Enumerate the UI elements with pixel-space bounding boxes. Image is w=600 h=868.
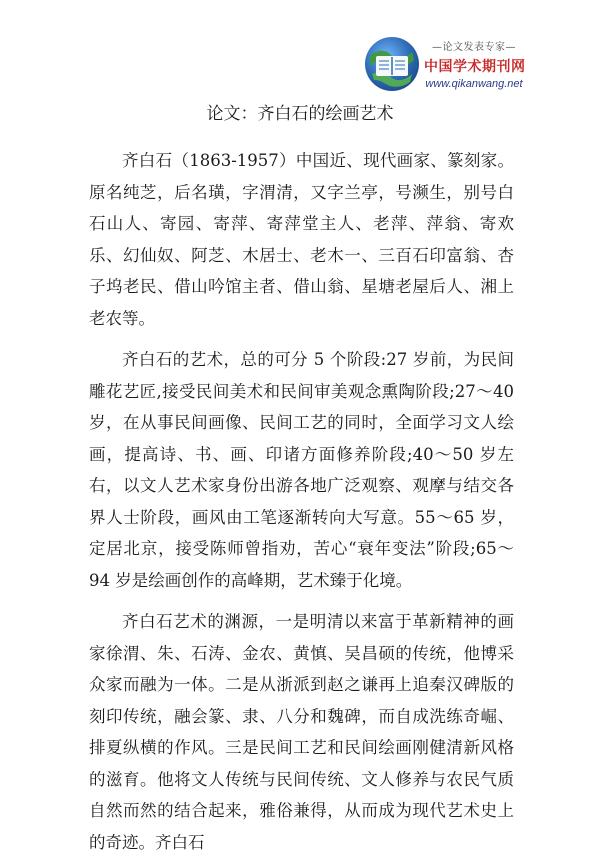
paragraph: 齐白石艺术的渊源，一是明清以来富于革新精神的画家徐渭、朱、石涛、金农、黄慎、吴昌硕的传统，他博采众家而融为一体。二是从浙派到赵之谦再上追秦汉碑版的刻印传统，融会篆、隶、八分和魏碑，而自成洗练奇崛、排夏纵横的作风。三是民间工艺和民间绘画刚健清新风格的滋育。他将文人传统与民间传统、文人修养与农民气质自然而然的结合起来，雅俗兼得，从而成为现代艺术史上的奇迹。齐白石: [89, 612, 514, 852]
logo-text: [424, 38, 524, 90]
site-logo[interactable]: [362, 30, 526, 102]
paragraph: 齐白石（1863-1957）中国近、现代画家、篆刻家。原名纯芝，后名璜，字渭清，又字兰亭，号濒生，别号白石山人、寄园、寄萍、寄萍堂主人、老萍、萍翁、寄欢乐、幻仙奴、阿芝、木居士、老木一、三百石印富翁、杏子坞老民、借山吟馆主者、借山翁、星塘老屋后人、湘上老农等。: [89, 151, 514, 328]
article-body: [89, 145, 514, 868]
paragraph: 齐白石的艺术，总的可分 5 个阶段:27 岁前，为民间雕花艺匠,接受民间美术和民间审美观念熏陶阶段;27～40 岁，在从事民间画像、民间工艺的同时，全面学习文人绘画，提高诗、书、画、印诸方面修养阶段;40～50 岁左右，以文人艺术家身份出游各地广泛观察、观摩与结交各界人士阶段，画风由工笔逐渐转向大写意。55～65 岁，定居北京，接受陈师曾指劝，苦心“衰年变法”阶段;65～94 岁是绘画创作的高峰期，艺术臻于化境。: [89, 350, 514, 590]
logo-brand: 中国学术期刊网: [424, 59, 526, 75]
globe-book-icon: [362, 34, 422, 94]
logo-slogan: —论文发表专家—: [432, 42, 516, 53]
page-title: 论文：齐白石的绘画艺术: [206, 104, 394, 124]
logo-url[interactable]: www.qikanwang.net: [425, 78, 523, 90]
